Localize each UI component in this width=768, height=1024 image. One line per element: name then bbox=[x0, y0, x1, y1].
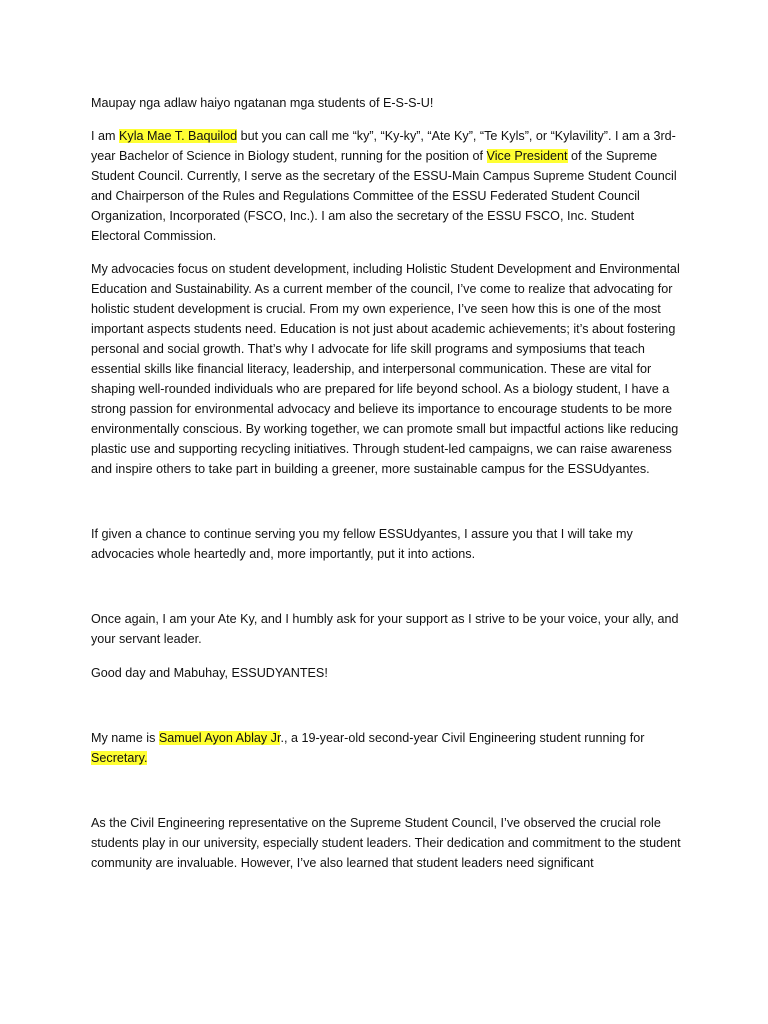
second-candidate-name-highlight: Samuel Ayon Ablay Jr bbox=[158, 731, 281, 745]
closing-paragraph: Good day and Mabuhay, ESSUDYANTES! bbox=[91, 666, 328, 680]
advocacies-paragraph: My advocacies focus on student development, including Holistic Student Development and Environmental Education and Sustainability. As a current member of the council, I’ve come to realize that advocating for holistic student development is crucial. From my own experience, I’ve seen how this is one of the most important aspects students need. Education is not just about academic achievements; it’s about fostering personal and social growth. That’s why I advocate for life skill programs and symposiums that teach essential skills like financial literacy, leadership, and interpersonal communication. These are vital for shaping well-rounded individuals who are prepared for life beyond school. As a biology student, I have a strong passion for environmental advocacy and believe its importance to encourage students to be more environmentally conscious. By working together, we can promote small but impactful actions like reducing plastic use and supporting recycling initiatives. Through student-led campaigns, we can raise awareness and inspire others to take part in building a greener, more sustainable campus for the ESSUdyantes. bbox=[91, 262, 680, 476]
document-body bbox=[91, 93, 681, 873]
second-intro-mid: ., a 19-year-old second-year Civil Engineering student running for bbox=[280, 731, 645, 745]
intro-text-post: of the Supreme Student Council. Currently, I serve as the secretary of the ESSU-Main Campus Supreme Student Council and Chairperson of the Rules and Regulations Committee of the ESSU Federated Student Council Organization, Incorporated (FSCO, Inc.). I am also the secretary of the ESSU FSCO, Inc. Student Electoral Commission. bbox=[91, 149, 677, 243]
second-body-paragraph: As the Civil Engineering representative on the Supreme Student Council, I’ve observed the crucial role students play in our university, especially student leaders. Their dedication and commitment to the student community are invaluable. However, I’ve also learned that student leaders need significant bbox=[91, 816, 681, 870]
intro-text-mid: but you can call me “ky”, “Ky-ky”, “Ate Ky”, “Te Kyls”, or “Kylavility”. I am a 3rd-year Bachelor of Science in Biology student, running for the position of bbox=[91, 129, 676, 163]
position-highlight: Vice President bbox=[486, 149, 568, 163]
promise-paragraph: If given a chance to continue serving you my fellow ESSUdyantes, I assure you that I will take my advocacies whole heartedly and, more importantly, put it into actions. bbox=[91, 527, 633, 561]
second-position-highlight: Secretary. bbox=[91, 751, 148, 765]
intro-paragraph bbox=[91, 126, 681, 246]
greeting-paragraph: Maupay nga adlaw haiyo ngatanan mga students of E-S-S-U! bbox=[91, 96, 434, 110]
second-intro-paragraph bbox=[91, 728, 681, 768]
intro-text-pre: I am bbox=[91, 129, 119, 143]
candidate-name-highlight: Kyla Mae T. Baquilod bbox=[119, 129, 238, 143]
appeal-paragraph: Once again, I am your Ate Ky, and I humbly ask for your support as I strive to be your voice, your ally, and your servant leader. bbox=[91, 612, 679, 646]
second-intro-pre: My name is bbox=[91, 731, 159, 745]
